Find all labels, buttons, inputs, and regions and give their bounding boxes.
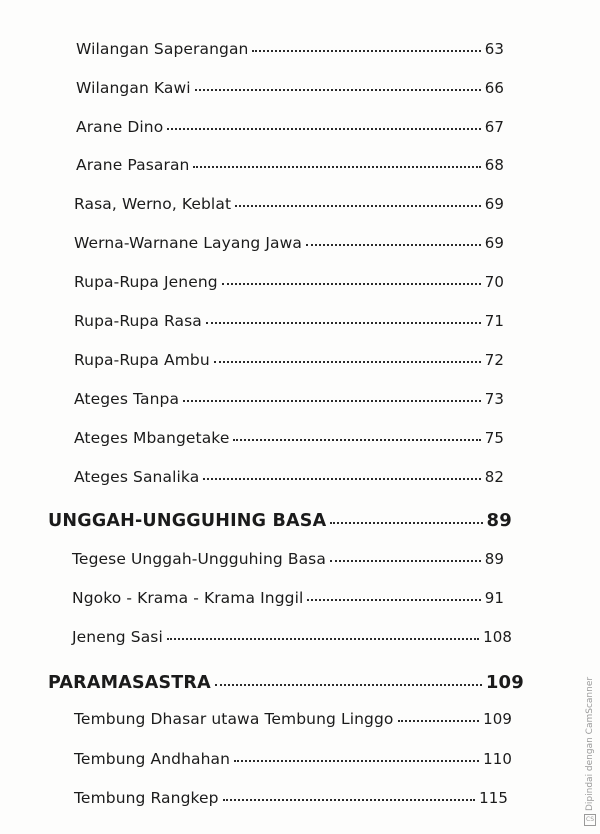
dot-leader	[167, 128, 480, 130]
toc-entry-page: 89	[484, 550, 504, 568]
toc-entry-label: Rasa, Werno, Keblat	[74, 195, 232, 213]
toc-entry-label: Rupa-Rupa Ambu	[74, 351, 210, 369]
toc-entry-label: Werna-Warnane Layang Jawa	[74, 234, 303, 252]
toc-entry-page: 108	[483, 628, 512, 646]
dot-leader	[234, 760, 479, 762]
toc-section-page: 89	[486, 510, 512, 531]
toc-section-paramasastra[interactable]	[48, 672, 524, 693]
toc-entry-page: 73	[484, 390, 504, 408]
toc-entry-label: Rupa-Rupa Jeneng	[74, 273, 218, 291]
dot-leader	[203, 478, 480, 480]
toc-entry-arane-pasaran[interactable]	[76, 156, 504, 174]
toc-entry-page: 71	[484, 312, 504, 330]
toc-section-heading: PARAMASASTRA	[48, 673, 211, 693]
toc-entry-page: 75	[484, 429, 504, 447]
toc-entry-ateges-sanalika[interactable]	[74, 468, 504, 486]
toc-entry-wilangan-kawi[interactable]	[76, 79, 504, 97]
dot-leader	[252, 50, 480, 52]
toc-entry-page: 91	[484, 589, 504, 607]
toc-entry-label: Arane Dino	[76, 118, 164, 136]
toc-entry-label: Arane Pasaran	[76, 156, 190, 174]
dot-leader	[223, 799, 475, 801]
toc-entry-rupa-rupa-ambu[interactable]	[74, 351, 504, 369]
toc-entry-ateges-mbangetake[interactable]	[74, 429, 504, 447]
toc-entry-page: 63	[484, 40, 504, 58]
dot-leader	[183, 400, 481, 402]
scanner-watermark	[584, 677, 596, 826]
dot-leader	[233, 439, 480, 441]
toc-entry-tembung-rangkep[interactable]	[74, 789, 508, 807]
toc-entry-label: Jeneng Sasi	[72, 628, 163, 646]
toc-section-unggah-ungguhing-basa[interactable]	[48, 510, 512, 531]
dot-leader	[330, 560, 481, 562]
toc-entry-ngoko-krama-krama-inggil[interactable]	[72, 589, 504, 607]
dot-leader	[167, 638, 479, 640]
toc-entry-page: 69	[484, 234, 504, 252]
dot-leader	[398, 720, 480, 722]
toc-entry-label: Wilangan Kawi	[76, 79, 191, 97]
toc-entry-rupa-rupa-jeneng[interactable]	[74, 273, 504, 291]
dot-leader	[206, 322, 481, 324]
dot-leader	[330, 522, 482, 524]
dot-leader	[235, 205, 481, 207]
toc-entry-page: 82	[484, 468, 504, 486]
toc-entry-label: Ngoko - Krama - Krama Inggil	[72, 589, 304, 607]
toc-entry-arane-dino[interactable]	[76, 118, 504, 136]
toc-entry-page: 67	[484, 118, 504, 136]
dot-leader	[214, 361, 481, 363]
toc-entry-rasa-werno-keblat[interactable]	[74, 195, 504, 213]
toc-entry-tembung-andhahan[interactable]	[74, 750, 512, 768]
toc-entry-label: Ateges Mbangetake	[74, 429, 230, 447]
toc-entry-page: 115	[479, 789, 508, 807]
dot-leader	[306, 244, 481, 246]
toc-section-page: 109	[485, 672, 524, 693]
toc-entry-page: 66	[484, 79, 504, 97]
toc-entry-page: 69	[484, 195, 504, 213]
toc-entry-label: Rupa-Rupa Rasa	[74, 312, 202, 330]
toc-entry-label: Ateges Tanpa	[74, 390, 180, 408]
toc-entry-label: Ateges Sanalika	[74, 468, 200, 486]
toc-entry-tembung-dhasar-utawa-tembung-linggo[interactable]	[74, 710, 512, 728]
toc-section-heading: UNGGAH-UNGGUHING BASA	[48, 511, 327, 531]
dot-leader	[307, 599, 480, 601]
toc-entry-ateges-tanpa[interactable]	[74, 390, 504, 408]
dot-leader	[193, 166, 480, 168]
toc-entry-label: Tegese Unggah-Ungguhing Basa	[72, 550, 326, 568]
toc-entry-label: Wilangan Saperangan	[76, 40, 249, 58]
camscanner-logo-icon: CS	[584, 814, 596, 826]
dot-leader	[215, 684, 482, 686]
dot-leader	[222, 283, 481, 285]
toc-entry-label: Tembung Andhahan	[74, 750, 231, 768]
toc-entry-jeneng-sasi[interactable]	[72, 628, 512, 646]
toc-entry-page: 110	[483, 750, 512, 768]
toc-entry-page: 109	[483, 710, 512, 728]
toc-entry-page: 72	[484, 351, 504, 369]
toc-entry-rupa-rupa-rasa[interactable]	[74, 312, 504, 330]
toc-entry-tegese-unggah-ungguhing-basa[interactable]	[72, 550, 504, 568]
toc-entry-page: 70	[484, 273, 504, 291]
toc-entry-label: Tembung Rangkep	[74, 789, 219, 807]
toc-entry-werna-warnane-layang-jawa[interactable]	[74, 234, 504, 252]
toc-entry-page: 68	[484, 156, 504, 174]
watermark-text: Dipindai dengan CamScanner	[585, 676, 595, 811]
dot-leader	[195, 89, 481, 91]
toc-entry-label: Tembung Dhasar utawa Tembung Linggo	[74, 710, 394, 728]
toc-entry-wilangan-saperangan[interactable]	[76, 40, 504, 58]
